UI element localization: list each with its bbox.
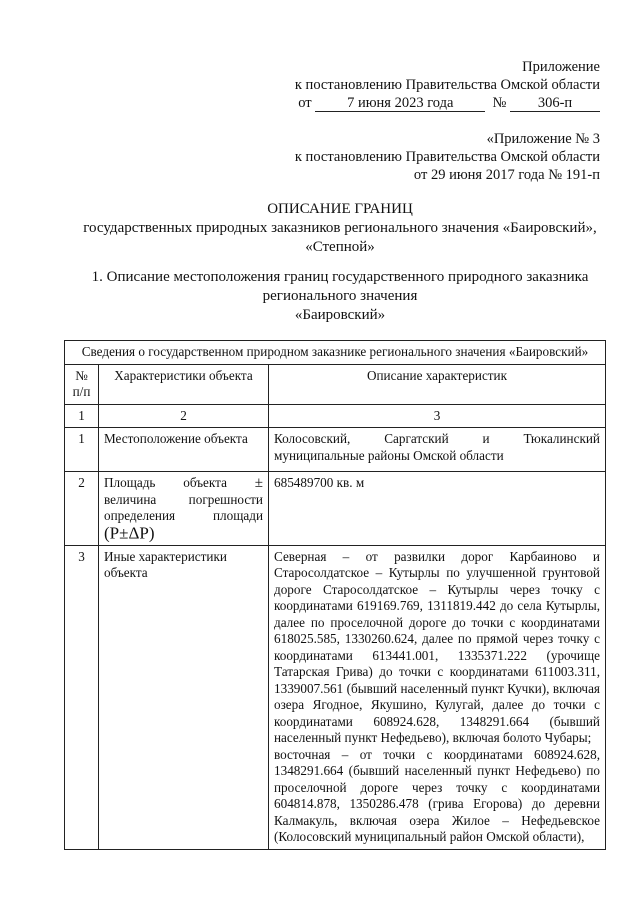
row-num: 2 xyxy=(65,472,99,546)
number-label: № xyxy=(492,95,507,111)
plus-minus-sign: ± xyxy=(254,475,264,491)
east-boundary-text: восточная – от точки с координатами 608924.628, 1348291.664 (бывший населенный пункт Нефедьево) по проселочной дороге через точку с координатами 604814.878, 1350286.478 (грива Егорова) до деревни Калмакуль, включая озера Жилое – Нефедьевское (Колосовский муниципальный район Омской области), xyxy=(274,746,600,845)
header-characteristics: Характеристики объекта xyxy=(99,364,269,404)
section-1-heading xyxy=(40,268,640,325)
decree-date: 7 июня 2023 года xyxy=(315,96,485,112)
row-description: Колосовский, Саргатский и Тюкалинский муниципальные районы Омской области xyxy=(269,428,606,472)
header-num: № п/п xyxy=(65,364,99,404)
row-characteristic: Площадь объекта ± величина погрешности определения площади (P±ΔP) xyxy=(99,472,269,546)
title-line-3: «Степной» xyxy=(305,239,375,255)
row-num: 1 xyxy=(65,428,99,472)
document-title xyxy=(40,200,640,257)
original-decree-line: к постановлению Правительства Омской области xyxy=(294,149,600,165)
area-formula: (P±ΔP) xyxy=(104,523,155,543)
decree-number: 306-п xyxy=(510,96,600,112)
table-row xyxy=(65,428,606,472)
reserve-info-table xyxy=(64,340,606,850)
original-decree-date: от 29 июня 2017 года № 191-п xyxy=(413,167,600,183)
row-description xyxy=(269,545,606,849)
north-boundary-text: Северная – от развилки дорог Карбаиново и Старосолдатское – Кутырлы по улучшенной грунтовой дороге Старосолдатское – Кутырлы через точку с координатами 619169.769, 1311819.442 до села Кутырлы, далее по проселочной дороге до точки с координатами 618025.585, 1330260.624, далее по прямой через точку с координатами 613441.001, 1335371.222 (урочище Татарская Грива) до точки с координатами 611003.311, 1339007.561 (бывший населенный пункт Кучки), включая озера Ягодное, Якушино, Кулугай, далее до точки с координатами 608924.628, 1348291.664 (бывший населенный пункт Нефедьево), включая болото Чубары; xyxy=(274,548,600,746)
colnum-2: 2 xyxy=(99,404,269,428)
row-num: 3 xyxy=(65,545,99,849)
section-1-line-3: «Баировский» xyxy=(294,307,386,323)
appendix-decree-line: к постановлению Правительства Омской области xyxy=(294,77,600,93)
appendix-date-line xyxy=(295,94,600,112)
row-description: 685489700 кв. м xyxy=(269,472,606,546)
table-header-row xyxy=(65,364,606,404)
original-appendix-header xyxy=(295,130,600,184)
table-row xyxy=(65,472,606,546)
header-description: Описание характеристик xyxy=(269,364,606,404)
table-colnum-row xyxy=(65,404,606,428)
section-1-line-1: 1. Описание местоположения границ государственного природного заказника xyxy=(91,269,589,285)
title-line-2: государственных природных заказников регионального значения «Баировский», xyxy=(83,220,597,236)
table-row xyxy=(65,545,606,849)
table-caption-row xyxy=(65,341,606,365)
from-label: от xyxy=(298,95,312,111)
appendix-label: Приложение xyxy=(522,59,600,75)
appendix-header xyxy=(295,58,600,112)
title-line-1: ОПИСАНИЕ ГРАНИЦ xyxy=(267,201,413,217)
original-appendix-label: «Приложение № 3 xyxy=(486,131,600,147)
table-caption: Сведения о государственном природном заказнике регионального значения «Баировский» xyxy=(65,341,606,365)
row-characteristic: Местоположение объекта xyxy=(99,428,269,472)
row-characteristic: Иные характеристики объекта xyxy=(99,545,269,849)
colnum-3: 3 xyxy=(269,404,606,428)
colnum-1: 1 xyxy=(65,404,99,428)
section-1-line-2: регионального значения xyxy=(262,288,418,304)
